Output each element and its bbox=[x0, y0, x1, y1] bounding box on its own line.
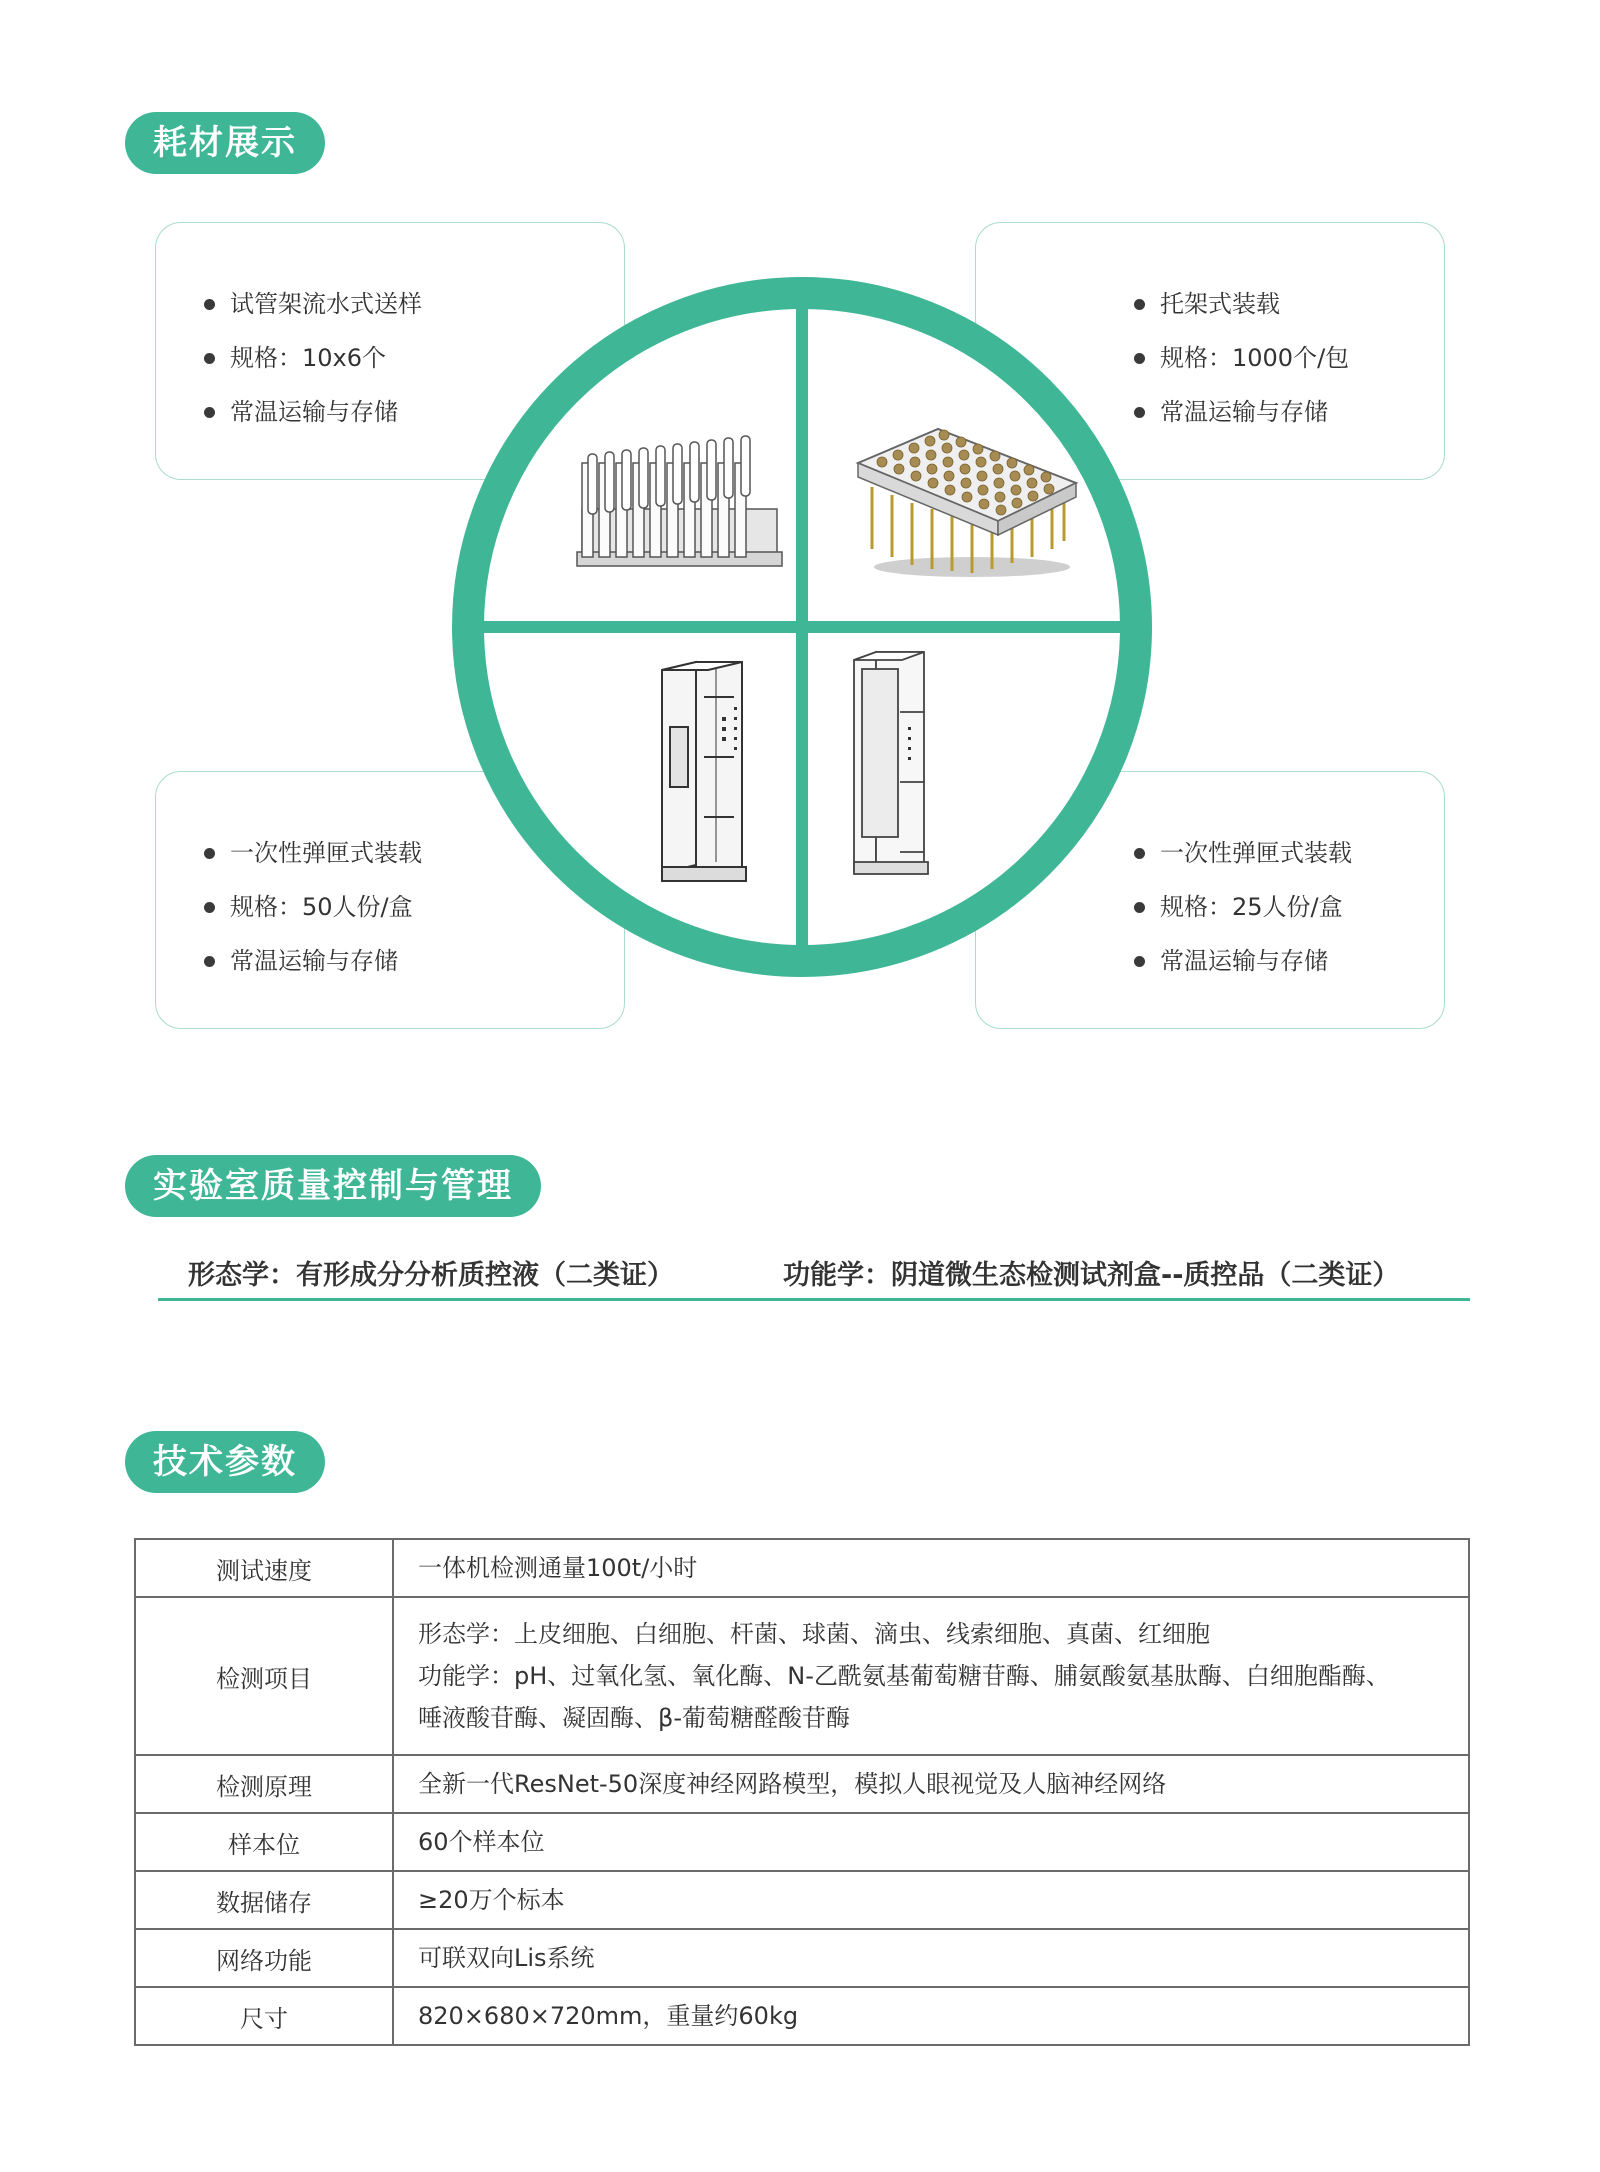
spec-key: 网络功能 bbox=[135, 1929, 393, 1987]
qc-products-row bbox=[158, 1253, 1470, 1301]
spec-value: 一体机检测通量100t/小时 bbox=[393, 1539, 1469, 1597]
card-item: 试管架流水式送样 bbox=[204, 277, 422, 331]
card-item: 规格：25人份/盒 bbox=[1134, 880, 1352, 934]
spec-value: 可联双向Lis系统 bbox=[393, 1929, 1469, 1987]
spec-key: 尺寸 bbox=[135, 1987, 393, 2045]
spec-key: 数据储存 bbox=[135, 1871, 393, 1929]
table-row bbox=[135, 1597, 1469, 1755]
spec-value-line: 唾液酸苷酶、凝固酶、β-葡萄糖醛酸苷酶 bbox=[418, 1704, 850, 1732]
section-title-quality-control: 实验室质量控制与管理 bbox=[125, 1155, 541, 1217]
spec-value: 60个样本位 bbox=[393, 1813, 1469, 1871]
card-item: 规格：1000个/包 bbox=[1134, 331, 1349, 385]
card-item: 一次性弹匣式装载 bbox=[204, 826, 422, 880]
card-item: 常温运输与存储 bbox=[1134, 385, 1349, 439]
spec-key: 样本位 bbox=[135, 1813, 393, 1871]
spec-value-line: 功能学：pH、过氧化氢、氧化酶、N-乙酰氨基葡萄糖苷酶、脯氨酸氨基肽酶、白细胞酯酶、 bbox=[418, 1662, 1390, 1690]
spec-key: 检测原理 bbox=[135, 1755, 393, 1813]
spec-value: 820×680×720mm，重量约60kg bbox=[393, 1987, 1469, 2045]
table-row bbox=[135, 1929, 1469, 1987]
section-title-specifications: 技术参数 bbox=[125, 1431, 325, 1493]
spec-key: 检测项目 bbox=[135, 1597, 393, 1755]
card-item: 一次性弹匣式装载 bbox=[1134, 826, 1352, 880]
qc-product-function: 功能学：阴道微生态检测试剂盒--质控品（二类证） bbox=[783, 1260, 1400, 1291]
table-row bbox=[135, 1539, 1469, 1597]
card-item: 托架式装载 bbox=[1134, 277, 1349, 331]
cartridge-box-50-illustration bbox=[662, 662, 746, 881]
card-item: 规格：10x6个 bbox=[204, 331, 422, 385]
qc-product-morphology: 形态学：有形成分分析质控液（二类证） bbox=[188, 1260, 674, 1291]
cartridge-box-25-illustration bbox=[854, 652, 928, 874]
card-item: 常温运输与存储 bbox=[204, 385, 422, 439]
table-row bbox=[135, 1987, 1469, 2045]
table-row bbox=[135, 1813, 1469, 1871]
spec-value: ≥20万个标本 bbox=[393, 1871, 1469, 1929]
spec-value: 全新一代ResNet-50深度神经网路模型，模拟人眼视觉及人脑神经网络 bbox=[393, 1755, 1469, 1813]
card-item: 常温运输与存储 bbox=[204, 934, 422, 988]
spec-value-line: 形态学：上皮细胞、白细胞、杆菌、球菌、滴虫、线索细胞、真菌、红细胞 bbox=[418, 1620, 1210, 1648]
spec-value bbox=[393, 1597, 1469, 1755]
table-row bbox=[135, 1755, 1469, 1813]
spec-table bbox=[134, 1538, 1470, 2046]
spec-key: 测试速度 bbox=[135, 1539, 393, 1597]
consumables-circle-graphic bbox=[452, 277, 1152, 977]
section-title-consumables: 耗材展示 bbox=[125, 112, 325, 174]
table-row bbox=[135, 1871, 1469, 1929]
card-item: 规格：50人份/盒 bbox=[204, 880, 422, 934]
card-item: 常温运输与存储 bbox=[1134, 934, 1352, 988]
